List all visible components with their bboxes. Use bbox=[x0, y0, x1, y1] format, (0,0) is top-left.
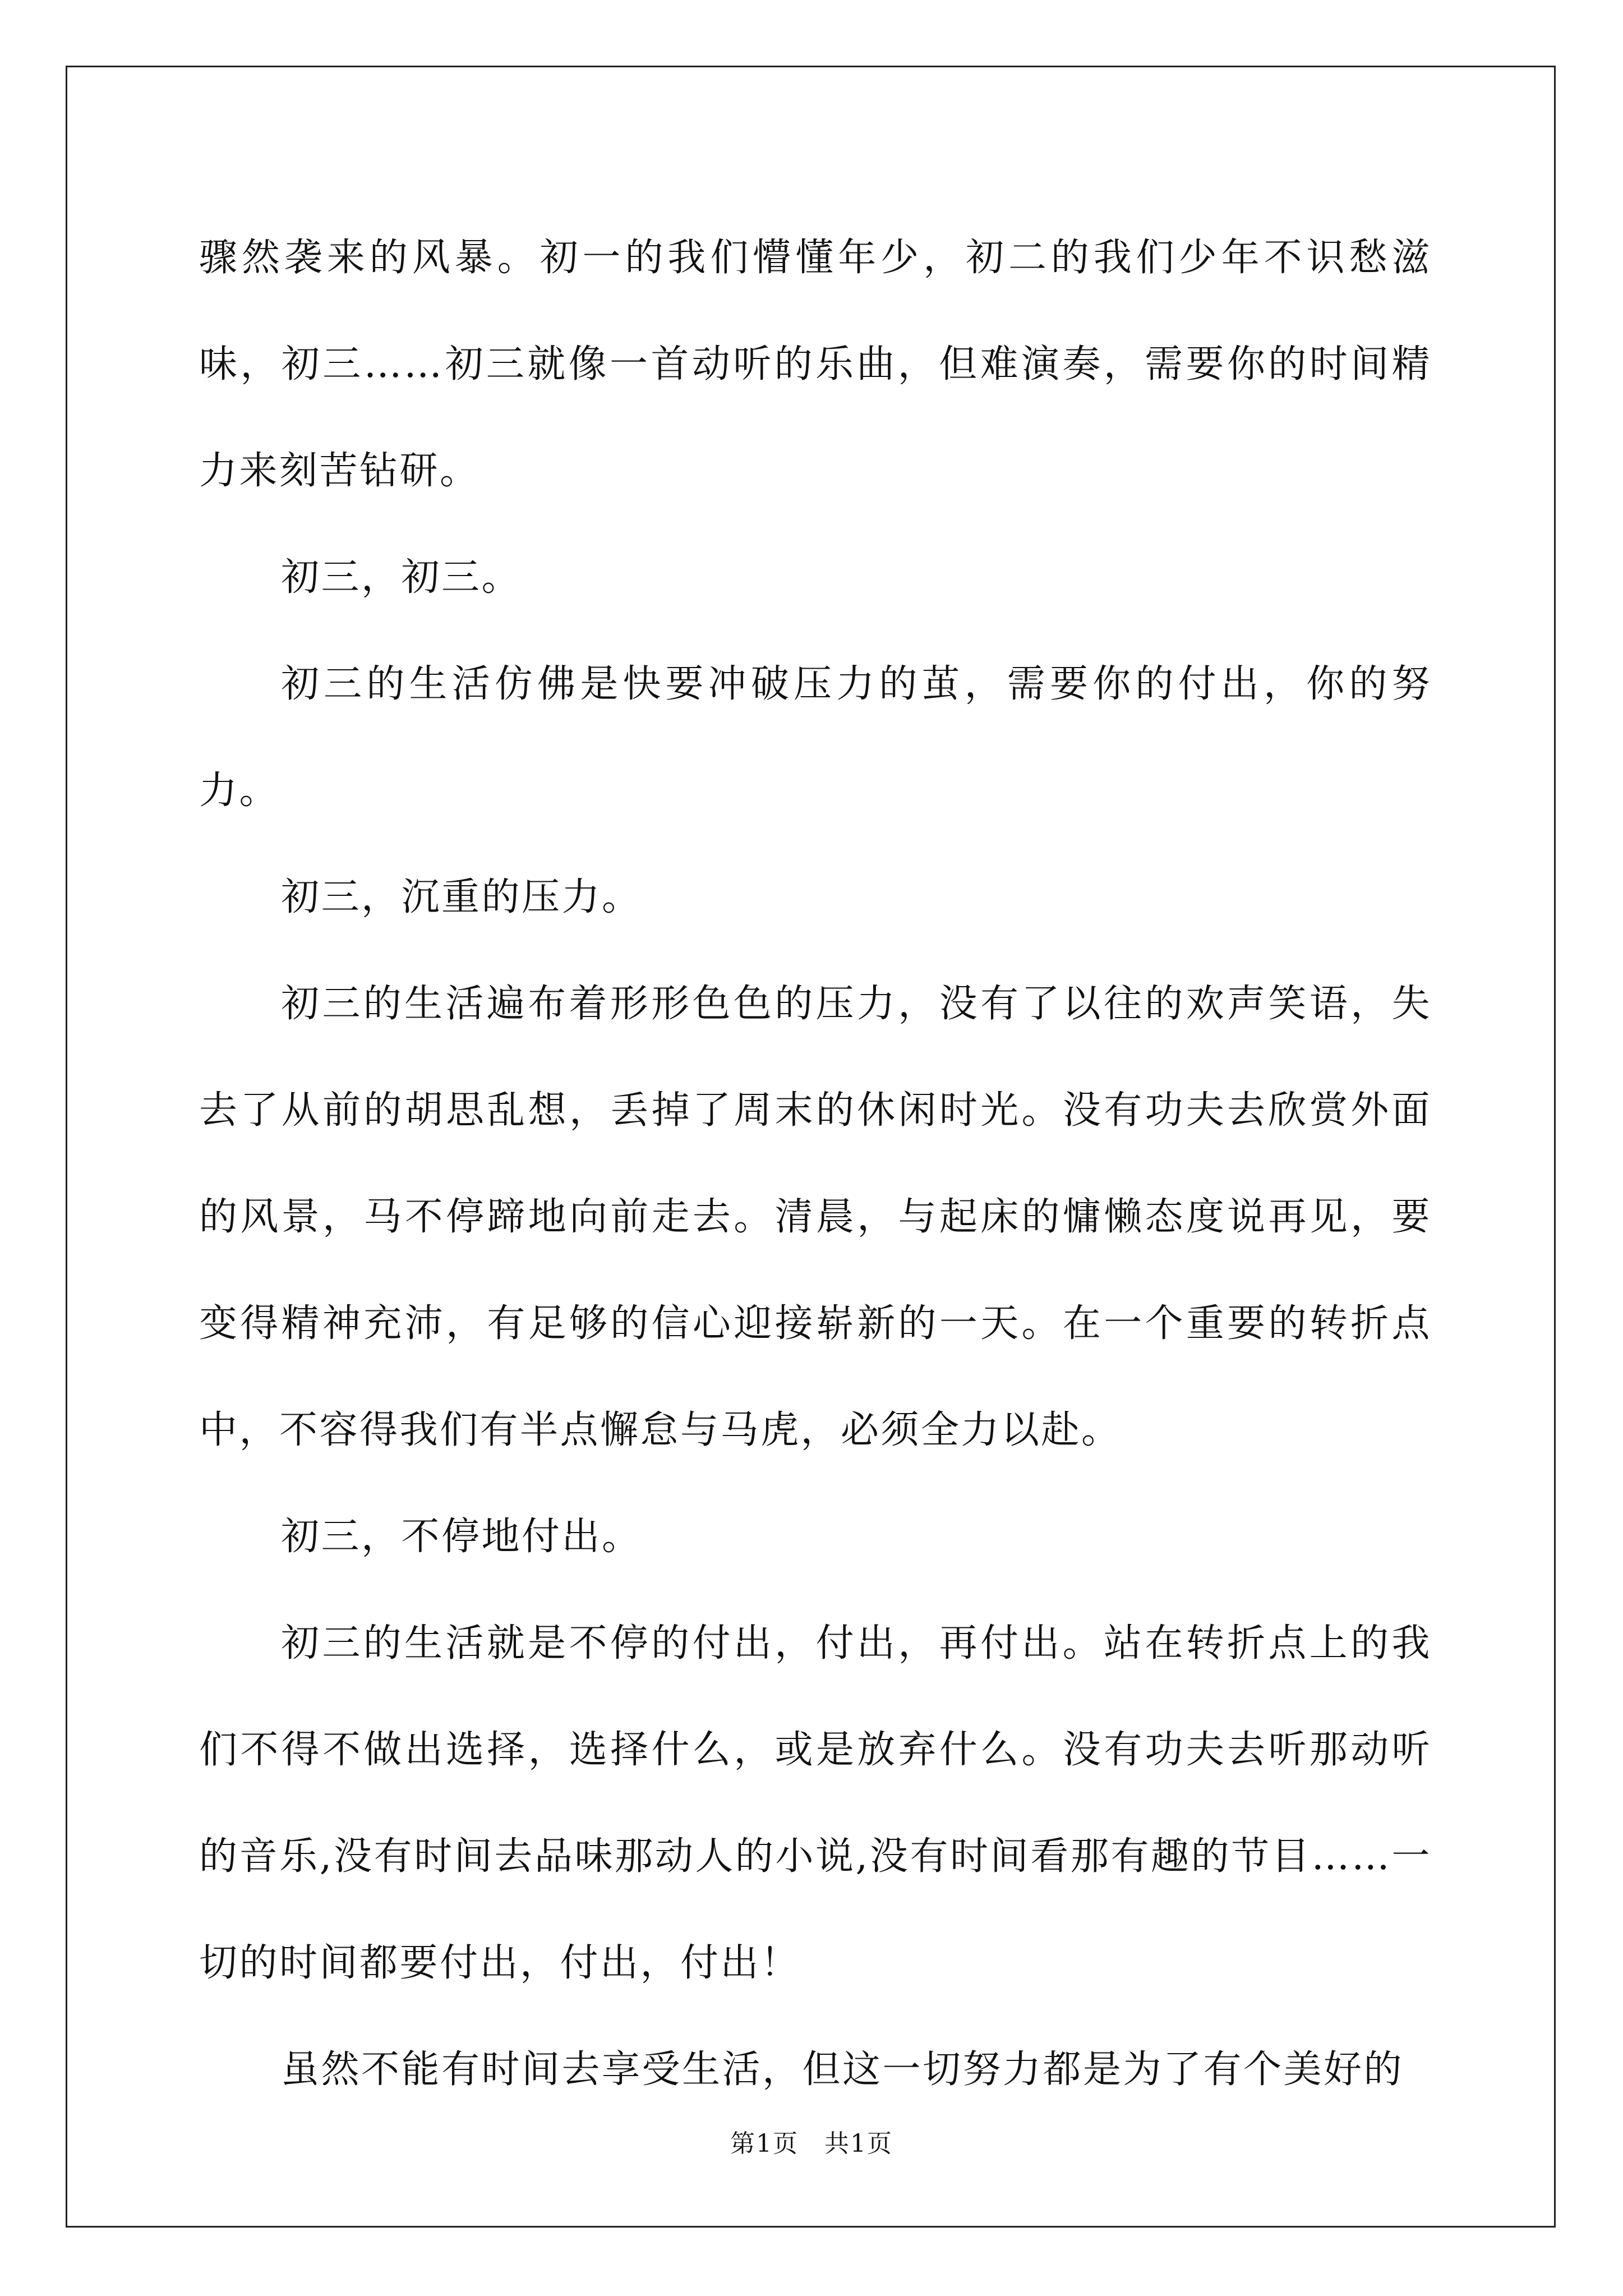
page-number-footer: 第1页 共1页 bbox=[730, 2129, 893, 2158]
paragraph-5: 初三的生活遍布着形形色色的压力，没有了以往的欢声笑语，失去了从前的胡思乱想，丢掉了周末的休闲时光。没有功夫去欣赏外面的风景，马不停蹄地向前走去。清晨，与起床的慵懒态度说再见，要变得精神充沛，有足够的信心迎接崭新的一天。在一个重要的转折点中，不容得我们有半点懈怠与马虎，必须全力以赴。 bbox=[199, 982, 1432, 1452]
document-body bbox=[199, 205, 1432, 2123]
paragraph-2: 初三，初三。 bbox=[281, 555, 522, 600]
paragraph-1: 骤然袭来的风暴。初一的我们懵懂年少，初二的我们少年不识愁滋味，初三……初三就像一首动听的乐曲，但难演奏，需要你的时间精力来刻苦钻研。 bbox=[199, 236, 1432, 493]
paragraph-6: 初三，不停地付出。 bbox=[281, 1515, 642, 1559]
paragraph-7: 初三的生活就是不停的付出，付出，再付出。站在转折点上的我们不得不做出选择，选择什么，或是放弃什么。没有功夫去听那动听的音乐,没有时间去品味那动人的小说,没有时间看那有趣的节目……一切的时间都要付出，付出，付出！ bbox=[199, 1621, 1432, 1985]
paragraph-4: 初三，沉重的压力。 bbox=[281, 875, 642, 919]
paragraph-3: 初三的生活仿佛是快要冲破压力的茧，需要你的付出，你的努力。 bbox=[199, 662, 1432, 813]
paragraph-8: 虽然不能有时间去享受生活，但这一切努力都是为了有个美好的 bbox=[281, 2047, 1404, 2092]
